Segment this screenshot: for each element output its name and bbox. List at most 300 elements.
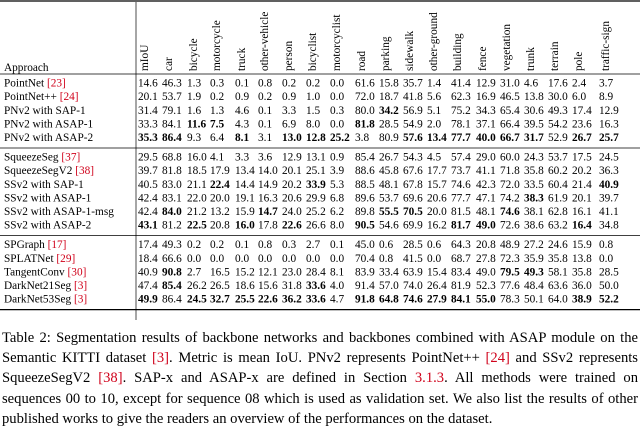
section-link[interactable]: 3.1.3 <box>414 370 445 387</box>
cell-person: 6.9 <box>282 118 297 131</box>
cell-building: 81.5 <box>451 206 471 218</box>
cell-motorcyclist: 0.0 <box>330 252 345 265</box>
cell-car: 53.7 <box>162 91 182 104</box>
cell-parking: 28.5 <box>379 118 399 131</box>
cell-bicyclist: 28.4 <box>306 266 326 279</box>
cell-building: 81.9 <box>451 280 471 292</box>
cell-sidewalk: 69.6 <box>403 192 423 205</box>
cell-mIoU: 31.4 <box>138 104 158 117</box>
cell-motorcyclist: 0.1 <box>330 239 345 252</box>
cell-traffic-sign: 8.9 <box>599 91 614 104</box>
cell-motorcycle: 32.7 <box>210 293 230 306</box>
cell-mIoU: 47.4 <box>138 280 158 292</box>
cell-pole: 35.8 <box>572 266 592 279</box>
cell-vegetation: 46.5 <box>500 91 520 104</box>
cell-trunk: 33.5 <box>524 178 544 191</box>
cell-road: 91.4 <box>355 280 375 292</box>
cell-building: 81.7 <box>451 219 471 232</box>
caption-text-1: Table 2: Segmentation results of backbone networks and backbones combined with ASAP module on the Semantic KITTI dataset <box>2 330 638 367</box>
cell-motorcycle: 7.5 <box>210 118 225 131</box>
cell-vegetation: 60.0 <box>500 151 520 164</box>
cell-building: 83.4 <box>451 266 471 279</box>
cell-motorcyclist: 3.9 <box>330 165 345 178</box>
cell-traffic-sign: 39.7 <box>599 192 619 205</box>
cell-building: 68.7 <box>451 252 471 265</box>
column-header-bicycle: bicycle <box>188 38 200 71</box>
cell-sidewalk: 54.9 <box>403 118 423 131</box>
cell-other-ground: 2.0 <box>427 118 442 131</box>
cell-fence: 12.9 <box>476 77 496 90</box>
cell-traffic-sign: 50.0 <box>599 280 619 292</box>
cell-bicyclist: 33.9 <box>306 178 326 191</box>
cell-road: 72.0 <box>355 91 375 104</box>
cell-fence: 48.1 <box>476 206 496 218</box>
cell-bicyclist: 0.0 <box>306 252 321 265</box>
caption-text-2: . Metric is mean IoU. PNv2 represents PointNet++ <box>169 350 486 367</box>
cell-other-vehicle: 17.8 <box>258 219 278 232</box>
approach-name: SPGraph [17] <box>4 239 67 252</box>
cell-bicycle: 0.0 <box>187 252 202 265</box>
cell-motorcyclist: 0.0 <box>330 77 345 90</box>
cell-terrain: 17.6 <box>548 77 568 90</box>
cell-motorcycle: 22.4 <box>210 178 230 191</box>
cell-terrain: 63.6 <box>548 280 568 292</box>
cell-person: 20.6 <box>282 192 302 205</box>
cell-motorcycle: 20.0 <box>210 192 230 205</box>
citation-link[interactable]: [3] <box>73 293 88 306</box>
cell-truck: 0.0 <box>235 252 250 265</box>
cell-car: 86.4 <box>162 293 182 306</box>
citation-link[interactable]: [38] <box>98 370 123 387</box>
cell-traffic-sign: 41.1 <box>599 206 619 218</box>
cell-person: 3.3 <box>282 104 297 117</box>
cell-pole: 36.0 <box>572 280 592 292</box>
cell-vegetation: 72.3 <box>500 252 520 265</box>
cell-sidewalk: 41.5 <box>403 252 423 265</box>
column-header-pole: pole <box>573 51 585 71</box>
cell-person: 36.2 <box>282 293 302 306</box>
cell-traffic-sign: 0.8 <box>599 239 614 252</box>
cell-bicycle: 1.3 <box>187 77 202 90</box>
cell-mIoU: 40.9 <box>138 266 158 279</box>
cell-car: 68.8 <box>162 151 182 164</box>
cell-bicycle: 1.9 <box>187 91 202 104</box>
cell-motorcycle: 16.5 <box>210 266 230 279</box>
cell-other-vehicle: 0.8 <box>258 239 273 252</box>
citation-link[interactable]: [23] <box>47 77 66 90</box>
cell-sidewalk: 41.8 <box>403 91 423 104</box>
cell-fence: 41.1 <box>476 165 496 178</box>
cell-other-vehicle: 0.0 <box>258 252 273 265</box>
citation-link[interactable]: [3] <box>73 280 88 292</box>
cell-bicyclist: 12.8 <box>306 132 326 144</box>
cell-other-vehicle: 3.1 <box>258 132 273 144</box>
column-header-fence: fence <box>477 46 489 71</box>
cell-motorcyclist: 8.0 <box>330 219 345 232</box>
cell-motorcycle: 13.2 <box>210 206 230 218</box>
cell-fence: 40.0 <box>476 132 496 144</box>
cell-bicyclist: 25.2 <box>306 206 326 218</box>
cell-fence: 27.8 <box>476 252 496 265</box>
cell-car: 46.3 <box>162 77 182 90</box>
cell-terrain: 61.9 <box>548 192 568 205</box>
cell-fence: 49.0 <box>476 219 496 232</box>
cell-other-vehicle: 14.7 <box>258 206 278 218</box>
cell-bicyclist: 33.6 <box>306 293 326 306</box>
cell-sidewalk: 35.7 <box>403 77 423 90</box>
cell-mIoU: 20.1 <box>138 91 158 104</box>
cell-building: 77.7 <box>451 192 471 205</box>
cell-truck: 3.3 <box>235 151 250 164</box>
cell-pole: 17.5 <box>572 151 592 164</box>
cell-traffic-sign: 28.5 <box>599 266 619 279</box>
cell-fence: 49.0 <box>476 266 496 279</box>
cell-motorcycle: 1.3 <box>210 104 225 117</box>
cell-parking: 15.8 <box>379 77 399 90</box>
citation-link[interactable]: [24] <box>59 91 79 104</box>
citation-link[interactable]: [17] <box>47 239 67 252</box>
cell-sidewalk: 67.8 <box>403 178 423 191</box>
column-header-sidewalk: sidewalk <box>404 30 416 71</box>
cell-fence: 29.0 <box>476 151 496 164</box>
cell-motorcyclist: 6.2 <box>330 206 345 218</box>
column-header-motorcyclist: motorcyclist <box>331 14 343 71</box>
cell-trunk: 27.2 <box>524 239 544 252</box>
cell-other-ground: 1.4 <box>427 77 442 90</box>
cell-road: 70.4 <box>355 252 375 265</box>
cell-motorcyclist: 0.0 <box>330 91 345 104</box>
cell-other-ground: 15.7 <box>427 178 447 191</box>
cell-trunk: 48.4 <box>524 280 544 292</box>
cell-pole: 21.4 <box>572 178 592 191</box>
cell-truck: 19.1 <box>235 192 255 205</box>
cell-motorcyclist: 25.2 <box>330 132 350 144</box>
cell-car: 83.1 <box>162 192 182 205</box>
cell-motorcycle: 26.5 <box>210 280 230 292</box>
cell-vegetation: 74.2 <box>500 192 520 205</box>
column-header-parking: parking <box>380 36 392 71</box>
cell-person: 31.8 <box>282 280 302 292</box>
cell-mIoU: 40.5 <box>138 178 158 191</box>
cell-car: 81.8 <box>162 165 182 178</box>
cell-traffic-sign: 34.8 <box>599 219 619 232</box>
cell-trunk: 24.3 <box>524 151 544 164</box>
cell-parking: 18.7 <box>379 91 399 104</box>
cell-road: 85.4 <box>355 151 375 164</box>
cell-other-vehicle: 12.1 <box>258 266 278 279</box>
cell-pole: 15.9 <box>572 239 592 252</box>
cell-other-ground: 13.4 <box>427 132 447 144</box>
cell-fence: 52.3 <box>476 280 496 292</box>
cell-terrain: 53.7 <box>548 151 568 164</box>
cell-person: 24.0 <box>282 206 302 218</box>
column-header-building: building <box>452 33 464 71</box>
cell-truck: 18.6 <box>235 280 255 292</box>
cell-bicycle: 21.2 <box>187 206 207 218</box>
cell-vegetation: 72.6 <box>500 219 520 232</box>
cell-bicyclist: 25.1 <box>306 165 326 178</box>
cell-pole: 17.4 <box>572 104 592 117</box>
cell-parking: 80.9 <box>379 132 399 144</box>
cell-other-ground: 4.5 <box>427 151 442 164</box>
table-caption <box>2 328 638 429</box>
cell-sidewalk: 67.6 <box>403 165 423 178</box>
cell-mIoU: 17.4 <box>138 239 158 252</box>
cell-truck: 15.2 <box>235 266 255 279</box>
cell-building: 73.7 <box>451 165 471 178</box>
citation-link[interactable]: [38] <box>75 165 95 178</box>
cell-mIoU: 39.7 <box>138 165 158 178</box>
cell-sidewalk: 57.6 <box>403 132 423 144</box>
cell-other-ground: 16.2 <box>427 219 447 232</box>
cell-terrain: 30.0 <box>548 91 568 104</box>
citation-link[interactable]: [29] <box>56 252 76 265</box>
cell-mIoU: 18.4 <box>138 252 158 265</box>
cell-pole: 13.8 <box>572 252 592 265</box>
cell-motorcycle: 0.3 <box>210 77 225 90</box>
cell-road: 3.8 <box>355 132 370 144</box>
cell-bicycle: 18.5 <box>187 165 207 178</box>
cell-other-vehicle: 22.6 <box>258 293 278 306</box>
cell-person: 12.9 <box>282 151 302 164</box>
cell-other-vehicle: 14.0 <box>258 165 278 178</box>
cell-road: 90.5 <box>355 219 375 232</box>
column-header-other-vehicle: other-vehicle <box>259 11 271 71</box>
cell-person: 23.0 <box>282 266 302 279</box>
cell-motorcycle: 6.4 <box>210 132 225 144</box>
cell-parking: 64.8 <box>379 293 399 306</box>
cell-vegetation: 72.0 <box>500 178 520 191</box>
cell-car: 81.2 <box>162 219 182 232</box>
cell-sidewalk: 74.0 <box>403 280 423 292</box>
cell-trunk: 38.3 <box>524 192 544 205</box>
cell-terrain: 63.2 <box>548 219 568 232</box>
cell-other-ground: 15.4 <box>427 266 447 279</box>
cell-motorcyclist: 4.7 <box>330 293 345 306</box>
cell-trunk: 30.6 <box>524 104 544 117</box>
cell-pole: 2.4 <box>572 77 587 90</box>
cell-traffic-sign: 12.9 <box>599 104 619 117</box>
cell-bicyclist: 33.6 <box>306 280 326 292</box>
cell-trunk: 31.7 <box>524 132 544 144</box>
cell-bicycle: 0.2 <box>187 239 202 252</box>
cell-car: 66.6 <box>162 252 182 265</box>
cell-terrain: 35.8 <box>548 252 568 265</box>
citation-link[interactable]: [30] <box>67 266 87 279</box>
cell-car: 83.0 <box>162 178 182 191</box>
cell-bicyclist: 2.7 <box>306 239 321 252</box>
cell-trunk: 38.6 <box>524 219 544 232</box>
cell-road: 88.5 <box>355 178 375 191</box>
cell-building: 62.3 <box>451 91 471 104</box>
cell-trunk: 35.8 <box>524 165 544 178</box>
cell-building: 41.4 <box>451 77 471 90</box>
citation-link[interactable]: [24] <box>485 350 510 367</box>
approach-name: SPLATNet [29] <box>4 252 76 265</box>
cell-car: 90.8 <box>162 266 182 279</box>
cell-truck: 0.1 <box>235 77 250 90</box>
cell-parking: 33.4 <box>379 266 399 279</box>
cell-mIoU: 29.5 <box>138 151 158 164</box>
cell-terrain: 52.9 <box>548 132 568 144</box>
cell-other-ground: 0.0 <box>427 252 442 265</box>
cell-motorcyclist: 0.3 <box>330 104 345 117</box>
approach-name: DarkNet53Seg [3] <box>4 293 88 306</box>
cell-pole: 38.9 <box>572 293 592 306</box>
cell-bicycle: 2.7 <box>187 266 202 279</box>
approach-name: SSv2 with SAP-1 <box>4 178 84 191</box>
approach-name: PNv2 with ASAP-2 <box>4 132 94 144</box>
cell-truck: 14.4 <box>235 178 255 191</box>
cell-bicycle: 9.3 <box>187 132 202 144</box>
cell-vegetation: 66.4 <box>500 118 520 131</box>
approach-name: SqueezeSeg [37] <box>4 151 81 164</box>
citation-link[interactable]: [3] <box>151 350 170 367</box>
cell-pole: 16.1 <box>572 206 592 218</box>
cell-other-ground: 27.9 <box>427 293 447 306</box>
cell-motorcycle: 0.2 <box>210 91 225 104</box>
cell-traffic-sign: 3.7 <box>599 77 614 90</box>
caption-text-5: . All methods were trained on sequences 00 to 10, except for sequence 08 which is used as validation set. We also list the results of other published works to give the readers an overview of the performances on the dataset. <box>2 370 639 427</box>
cell-road: 45.0 <box>355 239 375 252</box>
cell-other-vehicle: 14.9 <box>258 178 278 191</box>
cell-road: 91.8 <box>355 293 375 306</box>
cell-trunk: 35.9 <box>524 252 544 265</box>
column-header-other-ground: other-ground <box>428 12 440 71</box>
cell-trunk: 4.6 <box>524 77 539 90</box>
column-header-trunk: trunk <box>525 47 537 71</box>
cell-other-vehicle: 16.3 <box>258 192 278 205</box>
cell-truck: 13.4 <box>235 165 255 178</box>
cell-truck: 15.9 <box>235 206 255 218</box>
cell-car: 49.3 <box>162 239 182 252</box>
cell-mIoU: 35.3 <box>138 132 158 144</box>
cell-building: 78.1 <box>451 118 471 131</box>
cell-traffic-sign: 36.3 <box>599 165 619 178</box>
cell-bicycle: 22.0 <box>187 192 207 205</box>
cell-vegetation: 31.0 <box>500 77 520 90</box>
approach-name: PointNet++ [24] <box>4 91 79 104</box>
cell-building: 84.1 <box>451 293 471 306</box>
cell-pole: 20.1 <box>572 192 592 205</box>
cell-road: 83.9 <box>355 266 375 279</box>
cell-truck: 16.0 <box>235 219 255 232</box>
cell-traffic-sign: 16.3 <box>599 118 619 131</box>
column-header-traffic-sign: traffic-sign <box>600 21 612 71</box>
cell-sidewalk: 74.6 <box>403 293 423 306</box>
cell-bicycle: 16.0 <box>187 151 207 164</box>
cell-parking: 48.1 <box>379 178 399 191</box>
cell-building: 77.7 <box>451 132 471 144</box>
cell-bicyclist: 29.9 <box>306 192 326 205</box>
cell-bicycle: 21.1 <box>187 178 207 191</box>
cell-fence: 16.9 <box>476 91 496 104</box>
approach-name: SSv2 with ASAP-2 <box>4 219 92 232</box>
column-header-mIoU: mIoU <box>139 44 151 71</box>
cell-pole: 20.2 <box>572 165 592 178</box>
cell-fence: 47.1 <box>476 192 496 205</box>
cell-motorcyclist: 5.3 <box>330 178 345 191</box>
cell-trunk: 49.3 <box>524 266 544 279</box>
cell-parking: 54.6 <box>379 219 399 232</box>
cell-trunk: 39.5 <box>524 118 544 131</box>
cell-pole: 16.4 <box>572 219 592 232</box>
cell-car: 86.4 <box>162 132 182 144</box>
cell-motorcycle: 4.1 <box>210 151 225 164</box>
cell-parking: 0.6 <box>379 239 394 252</box>
cell-trunk: 38.1 <box>524 206 544 218</box>
cell-pole: 6.0 <box>572 91 587 104</box>
approach-name: TangentConv [30] <box>4 266 87 279</box>
cell-motorcyclist: 0.9 <box>330 151 345 164</box>
cell-truck: 4.6 <box>235 104 250 117</box>
cell-bicyclist: 1.0 <box>306 91 321 104</box>
cell-bicycle: 1.6 <box>187 104 202 117</box>
cell-road: 88.6 <box>355 165 375 178</box>
cell-road: 61.6 <box>355 77 375 90</box>
cell-terrain: 24.6 <box>548 239 568 252</box>
cell-person: 0.2 <box>282 77 297 90</box>
cell-other-ground: 5.1 <box>427 104 442 117</box>
cell-pole: 26.7 <box>572 132 592 144</box>
cell-motorcycle: 0.2 <box>210 239 225 252</box>
column-header-terrain: terrain <box>549 41 561 71</box>
cell-person: 22.6 <box>282 219 302 232</box>
cell-terrain: 58.1 <box>548 266 568 279</box>
cell-traffic-sign: 52.2 <box>599 293 619 306</box>
column-header-person: person <box>283 40 295 71</box>
cell-road: 81.8 <box>355 118 375 131</box>
cell-pole: 23.6 <box>572 118 592 131</box>
cell-building: 74.6 <box>451 178 471 191</box>
cell-fence: 37.1 <box>476 118 496 131</box>
cell-terrain: 62.8 <box>548 206 568 218</box>
cell-motorcycle: 0.0 <box>210 252 225 265</box>
cell-parking: 34.2 <box>379 104 399 117</box>
cell-parking: 53.7 <box>379 192 399 205</box>
cell-other-ground: 0.6 <box>427 239 442 252</box>
cell-bicycle: 11.6 <box>187 118 207 131</box>
cell-motorcyclist: 4.0 <box>330 280 345 292</box>
column-header-bicyclist: bicyclist <box>307 32 319 71</box>
cell-car: 85.4 <box>162 280 182 292</box>
citation-link[interactable]: [37] <box>61 151 81 164</box>
cell-building: 64.3 <box>451 239 471 252</box>
cell-other-vehicle: 0.2 <box>258 91 273 104</box>
cell-person: 0.9 <box>282 91 297 104</box>
cell-vegetation: 79.5 <box>500 266 520 279</box>
cell-bicyclist: 8.0 <box>306 118 321 131</box>
cell-building: 57.4 <box>451 151 471 164</box>
cell-road: 80.0 <box>355 104 375 117</box>
cell-building: 75.2 <box>451 104 471 117</box>
cell-truck: 25.5 <box>235 293 255 306</box>
cell-mIoU: 43.1 <box>138 219 158 232</box>
cell-vegetation: 48.9 <box>500 239 520 252</box>
column-header-road: road <box>356 50 368 71</box>
cell-road: 89.8 <box>355 206 375 218</box>
cell-other-vehicle: 3.6 <box>258 151 273 164</box>
cell-trunk: 50.1 <box>524 293 544 306</box>
cell-car: 84.1 <box>162 118 182 131</box>
column-header-truck: truck <box>236 47 248 71</box>
cell-motorcyclist: 0.0 <box>330 118 345 131</box>
cell-other-ground: 5.6 <box>427 91 442 104</box>
cell-fence: 55.0 <box>476 293 496 306</box>
cell-sidewalk: 54.3 <box>403 151 423 164</box>
cell-bicyclist: 13.1 <box>306 151 326 164</box>
cell-terrain: 49.3 <box>548 104 568 117</box>
